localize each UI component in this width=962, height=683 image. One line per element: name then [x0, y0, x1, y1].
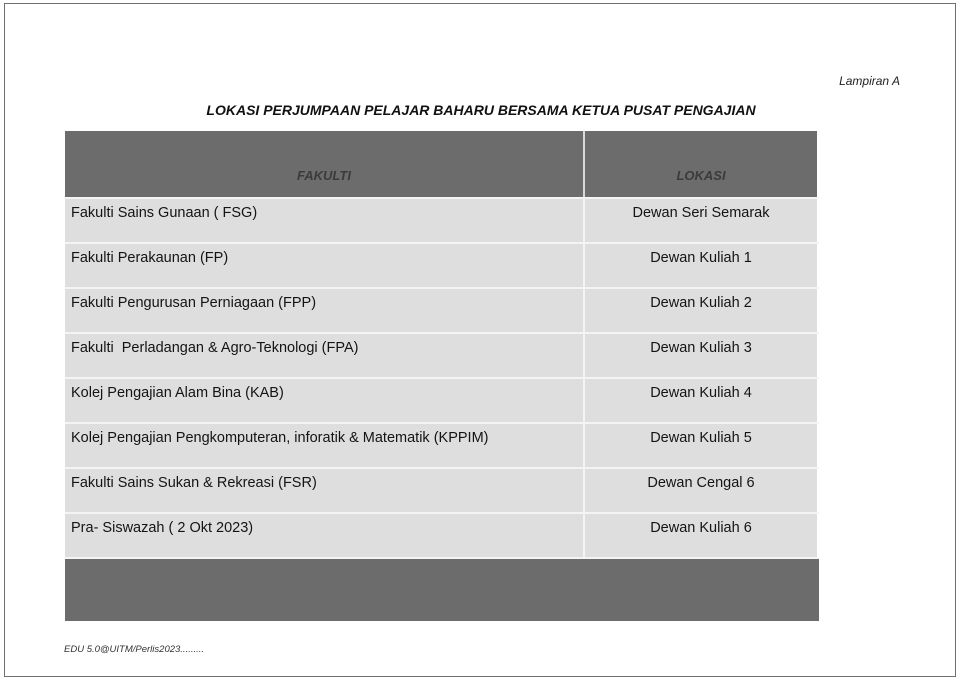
table-row	[65, 512, 819, 557]
table-row	[65, 242, 819, 287]
document-title: LOKASI PERJUMPAAN PELAJAR BAHARU BERSAMA KETUA PUSAT PENGAJIAN	[206, 102, 756, 118]
header-lokasi: LOKASI	[585, 131, 817, 197]
lokasi-cell: Dewan Kuliah 6	[585, 514, 817, 557]
table-row	[65, 422, 819, 467]
table-row	[65, 287, 819, 332]
lokasi-cell: Dewan Kuliah 1	[585, 244, 817, 287]
location-table	[65, 131, 819, 621]
lokasi-cell: Dewan Seri Semarak	[585, 199, 817, 242]
header-fakulti: FAKULTI	[65, 131, 585, 197]
table-row	[65, 467, 819, 512]
lokasi-cell: Dewan Kuliah 5	[585, 424, 817, 467]
lokasi-cell: Dewan Kuliah 4	[585, 379, 817, 422]
fakulti-cell: Fakulti Perakaunan (FP)	[65, 244, 585, 287]
fakulti-cell: Pra- Siswazah ( 2 Okt 2023)	[65, 514, 585, 557]
lokasi-cell: Dewan Cengal 6	[585, 469, 817, 512]
fakulti-cell: Kolej Pengajian Pengkomputeran, inforatik & Matematik (KPPIM)	[65, 424, 585, 467]
table-row	[65, 332, 819, 377]
footer-reference: EDU 5.0@UITM/Perlis2023.........	[64, 644, 205, 655]
fakulti-cell: Fakulti Pengurusan Perniagaan (FPP)	[65, 289, 585, 332]
table-row	[65, 377, 819, 422]
table-header	[65, 131, 819, 197]
fakulti-cell: Kolej Pengajian Alam Bina (KAB)	[65, 379, 585, 422]
appendix-label: Lampiran A	[839, 74, 900, 88]
lokasi-cell: Dewan Kuliah 3	[585, 334, 817, 377]
fakulti-cell: Fakulti Sains Gunaan ( FSG)	[65, 199, 585, 242]
fakulti-cell: Fakulti Perladangan & Agro-Teknologi (FPA)	[65, 334, 585, 377]
table-row	[65, 197, 819, 242]
lokasi-cell: Dewan Kuliah 2	[585, 289, 817, 332]
fakulti-cell: Fakulti Sains Sukan & Rekreasi (FSR)	[65, 469, 585, 512]
table-footer-band	[65, 557, 819, 621]
